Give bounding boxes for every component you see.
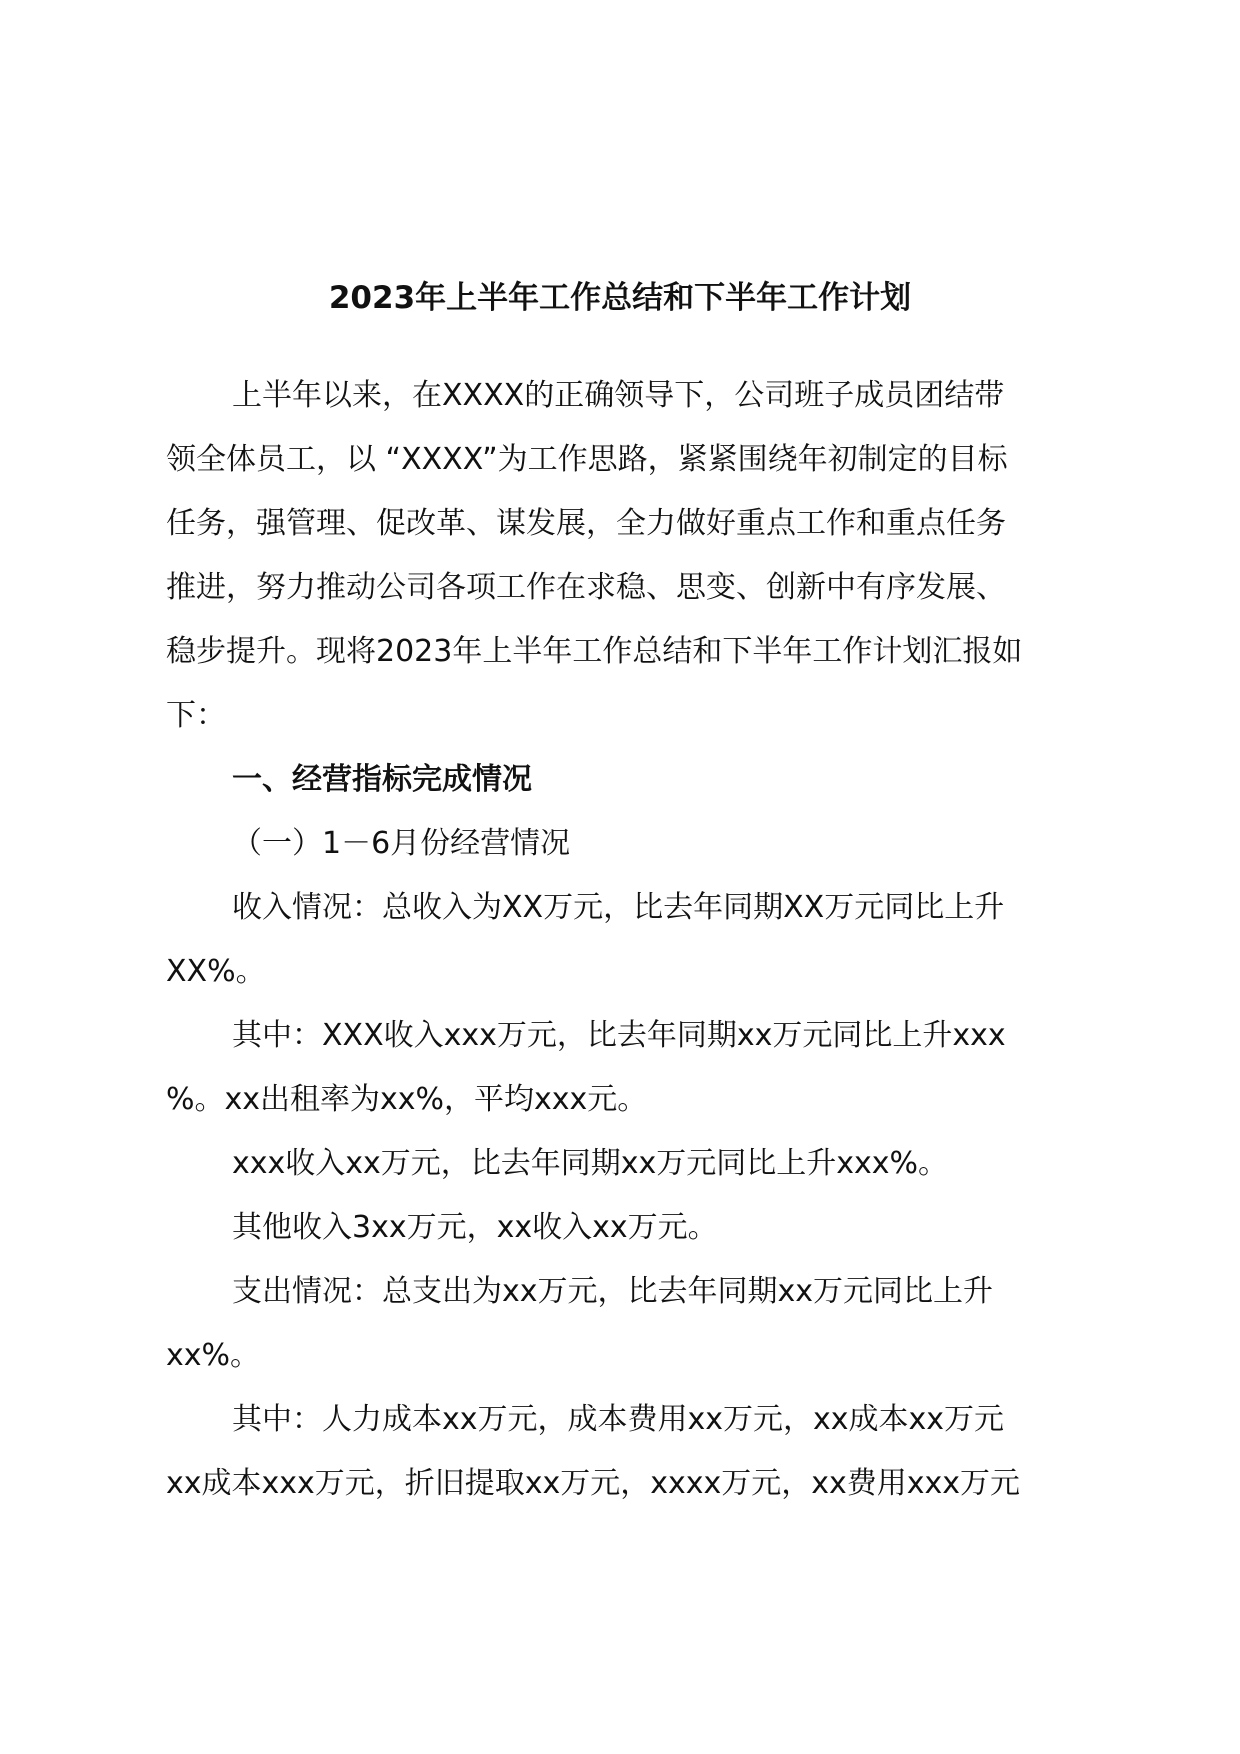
paragraph-line: xx%。 bbox=[166, 1338, 261, 1373]
paragraph-line: 其他收入3xx万元，xx收入xx万元。 bbox=[232, 1210, 718, 1245]
paragraph-line: 收入情况：总收入为XX万元，比去年同期XX万元同比上升 bbox=[232, 890, 1005, 925]
paragraph-line: 其中：人力成本xx万元，成本费用xx万元，xx成本xx万元 bbox=[232, 1402, 1005, 1437]
paragraph-line: 上半年以来，在XXXX的正确领导下，公司班子成员团结带 bbox=[232, 378, 1005, 413]
paragraph-line: xx成本xxx万元，折旧提取xx万元，xxxx万元，xx费用xxx万元 bbox=[166, 1466, 1021, 1501]
paragraph-line: 任务，强管理、促改革、谋发展，全力做好重点工作和重点任务 bbox=[166, 506, 1006, 541]
document-title: 2023年上半年工作总结和下半年工作计划 bbox=[328, 280, 912, 316]
paragraph-line: 推进，努力推动公司各项工作在求稳、思变、创新中有序发展、 bbox=[166, 570, 1006, 605]
paragraph-line: %。xx出租率为xx%，平均xxx元。 bbox=[166, 1082, 648, 1117]
paragraph-line: 支出情况：总支出为xx万元，比去年同期xx万元同比上升 bbox=[232, 1274, 994, 1309]
subsection-heading: （一）1－6月份经营情况 bbox=[232, 826, 571, 861]
paragraph-line: 下： bbox=[166, 698, 226, 733]
section-heading: 一、经营指标完成情况 bbox=[232, 762, 532, 797]
paragraph-line: 稳步提升。现将2023年上半年工作总结和下半年工作计划汇报如 bbox=[166, 634, 1023, 669]
paragraph-line: 领全体员工，以 “XXXX”为工作思路，紧紧围绕年初制定的目标 bbox=[166, 442, 1008, 477]
paragraph-line: xxx收入xx万元，比去年同期xx万元同比上升xxx%。 bbox=[232, 1146, 949, 1181]
paragraph-line: XX%。 bbox=[166, 954, 266, 989]
paragraph-line: 其中：XXX收入xxx万元，比去年同期xx万元同比上升xxx bbox=[232, 1018, 1006, 1053]
